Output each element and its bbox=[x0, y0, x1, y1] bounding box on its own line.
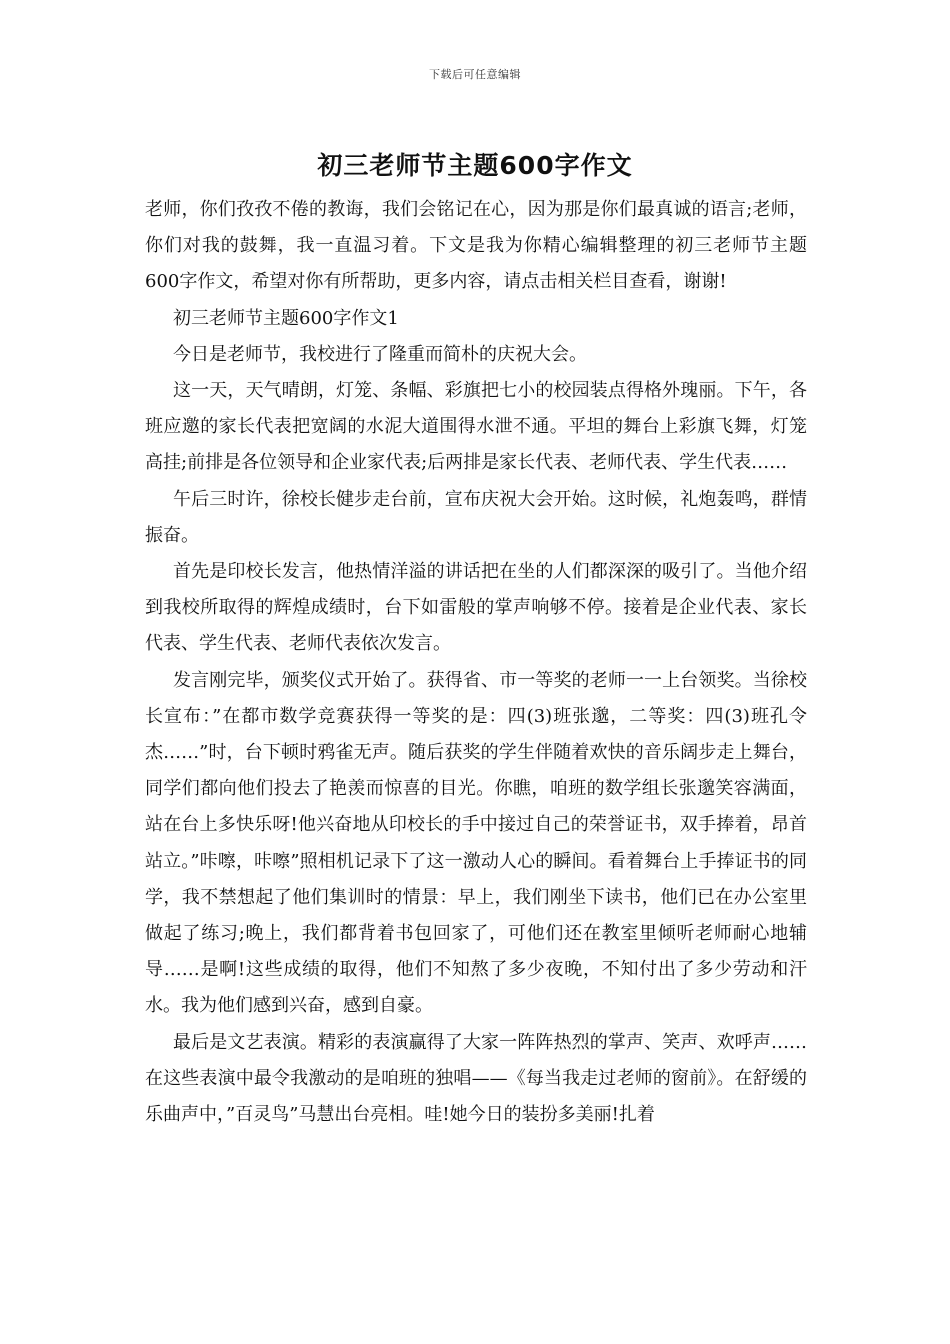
paragraph: 最后是文艺表演。精彩的表演赢得了大家一阵阵热烈的掌声、笑声、欢呼声……在这些表演中最令我激动的是咱班的独唱——《每当我走过老师的窗前》。在舒缓的乐曲声中，”百灵鸟”马慧出台亮相。哇!她今日的装扮多美丽!扎着 bbox=[145, 1031, 807, 1126]
paragraph: 这一天，天气晴朗，灯笼、条幅、彩旗把七小的校园装点得格外瑰丽。下午，各班应邀的家长代表把宽阔的水泥大道围得水泄不通。平坦的舞台上彩旗飞舞，灯笼高挂;前排是各位领导和企业家代表;后两排是家长代表、老师代表、学生代表…… bbox=[145, 380, 807, 474]
paragraph: 午后三时许，徐校长健步走台前，宣布庆祝大会开始。这时候，礼炮轰鸣，群情振奋。 bbox=[145, 488, 807, 546]
intro-paragraph: 老师，你们孜孜不倦的教诲，我们会铭记在心，因为那是你们最真诚的语言;老师，你们对我的鼓舞，我一直温习着。下文是我为你精心编辑整理的初三老师节主题600字作文，希望对你有所帮助，更多内容，请点击相关栏目查看，谢谢! bbox=[145, 199, 807, 293]
document-body bbox=[145, 192, 807, 1133]
paragraph: 首先是印校长发言，他热情洋溢的讲话把在坐的人们都深深的吸引了。当他介绍到我校所取得的辉煌成绩时，台下如雷般的掌声响够不停。接着是企业代表、家长代表、学生代表、老师代表依次发言。 bbox=[145, 561, 807, 655]
paragraph: 今日是老师节，我校进行了隆重而简朴的庆祝大会。 bbox=[173, 343, 587, 365]
section-heading: 初三老师节主题600字作文1 bbox=[173, 307, 399, 329]
document-title: 初三老师节主题600字作文 bbox=[317, 151, 633, 180]
header-note: 下载后可任意编辑 bbox=[429, 68, 521, 81]
paragraph: 发言刚完毕，颁奖仪式开始了。获得省、市一等奖的老师一一上台领奖。当徐校长宣布：”在都市数学竞赛获得一等奖的是：四(3)班张邈，二等奖：四(3)班孔令杰……”时，台下顿时鸦雀无声。随后获奖的学生伴随着欢快的音乐阔步走上舞台，同学们都向他们投去了艳羡而惊喜的目光。你瞧，咱班的数学组长张邈笑容满面，站在台上多快乐呀!他兴奋地从印校长的手中接过自己的荣誉证书，双手捧着，昂首站立。”咔嚓，咔嚓”照相机记录下了这一激动人心的瞬间。看着舞台上手捧证书的同学，我不禁想起了他们集训时的情景：早上，我们刚坐下读书，他们已在办公室里做起了练习;晚上，我们都背着书包回家了，可他们还在教室里倾听老师耐心地辅导……是啊!这些成绩的取得，他们不知熬了多少夜晚，不知付出了多少劳动和汗水。我为他们感到兴奋，感到自豪。 bbox=[145, 669, 807, 1017]
